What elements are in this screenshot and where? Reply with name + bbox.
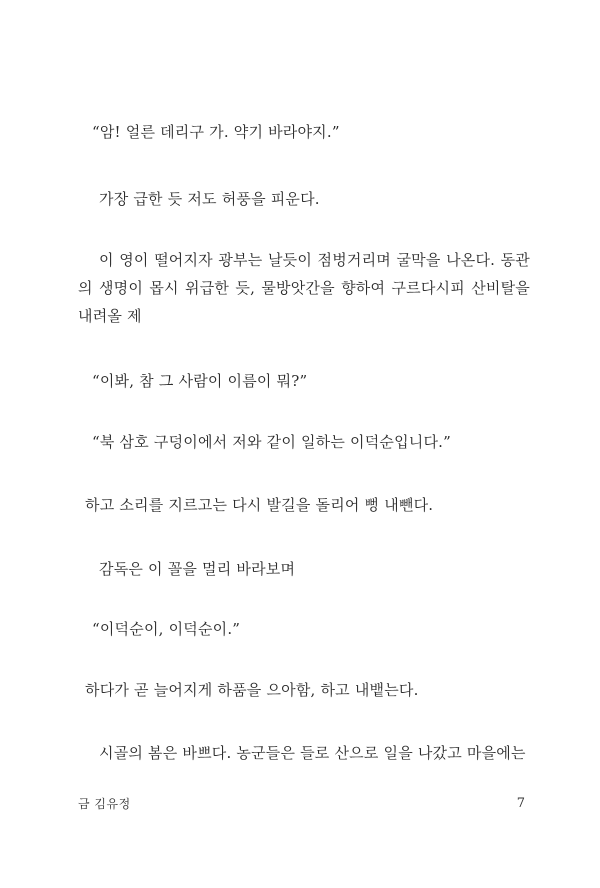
paragraph-dialogue-4: “이덕순이, 이덕순이.” bbox=[92, 620, 241, 638]
paragraph-dialogue-2: “이봐, 참 그 사람이 이름이 뭐?” bbox=[92, 372, 308, 390]
paragraph-narration-5: 하다가 곧 늘어지게 하품을 으아함, 하고 내뱉는다. bbox=[85, 681, 419, 699]
paragraph-narration-4: 감독은 이 꼴을 멀리 바라보며 bbox=[99, 560, 296, 578]
paragraph-narration-3: 하고 소리를 지르고는 다시 발길을 돌리어 뻥 내뺀다. bbox=[85, 496, 434, 514]
paragraph-dialogue-3: “북 삼호 구덩이에서 저와 같이 일하는 이덕순입니다.” bbox=[92, 433, 452, 451]
page-number: 7 bbox=[516, 796, 525, 811]
paragraph-dialogue-1: “암! 얼른 데리구 가. 약기 바라야지.” bbox=[92, 123, 340, 141]
paragraph-narration-2: 이 영이 떨어지자 광부는 날듯이 점벙거리며 굴막을 나온다. 동관의 생명이 몹시 위급한 듯, 물방앗간을 향하여 구르다시피 산비탈을 내려올 제 bbox=[78, 251, 530, 325]
paragraph-narration-1: 가장 급한 듯 저도 허풍을 피운다. bbox=[99, 190, 320, 208]
running-footer-title: 금 김유정 bbox=[78, 797, 131, 811]
paragraph-narration-6: 시골의 봄은 바쁘다. 농군들은 들로 산으로 일을 나갔고 마을에는 bbox=[99, 744, 526, 762]
